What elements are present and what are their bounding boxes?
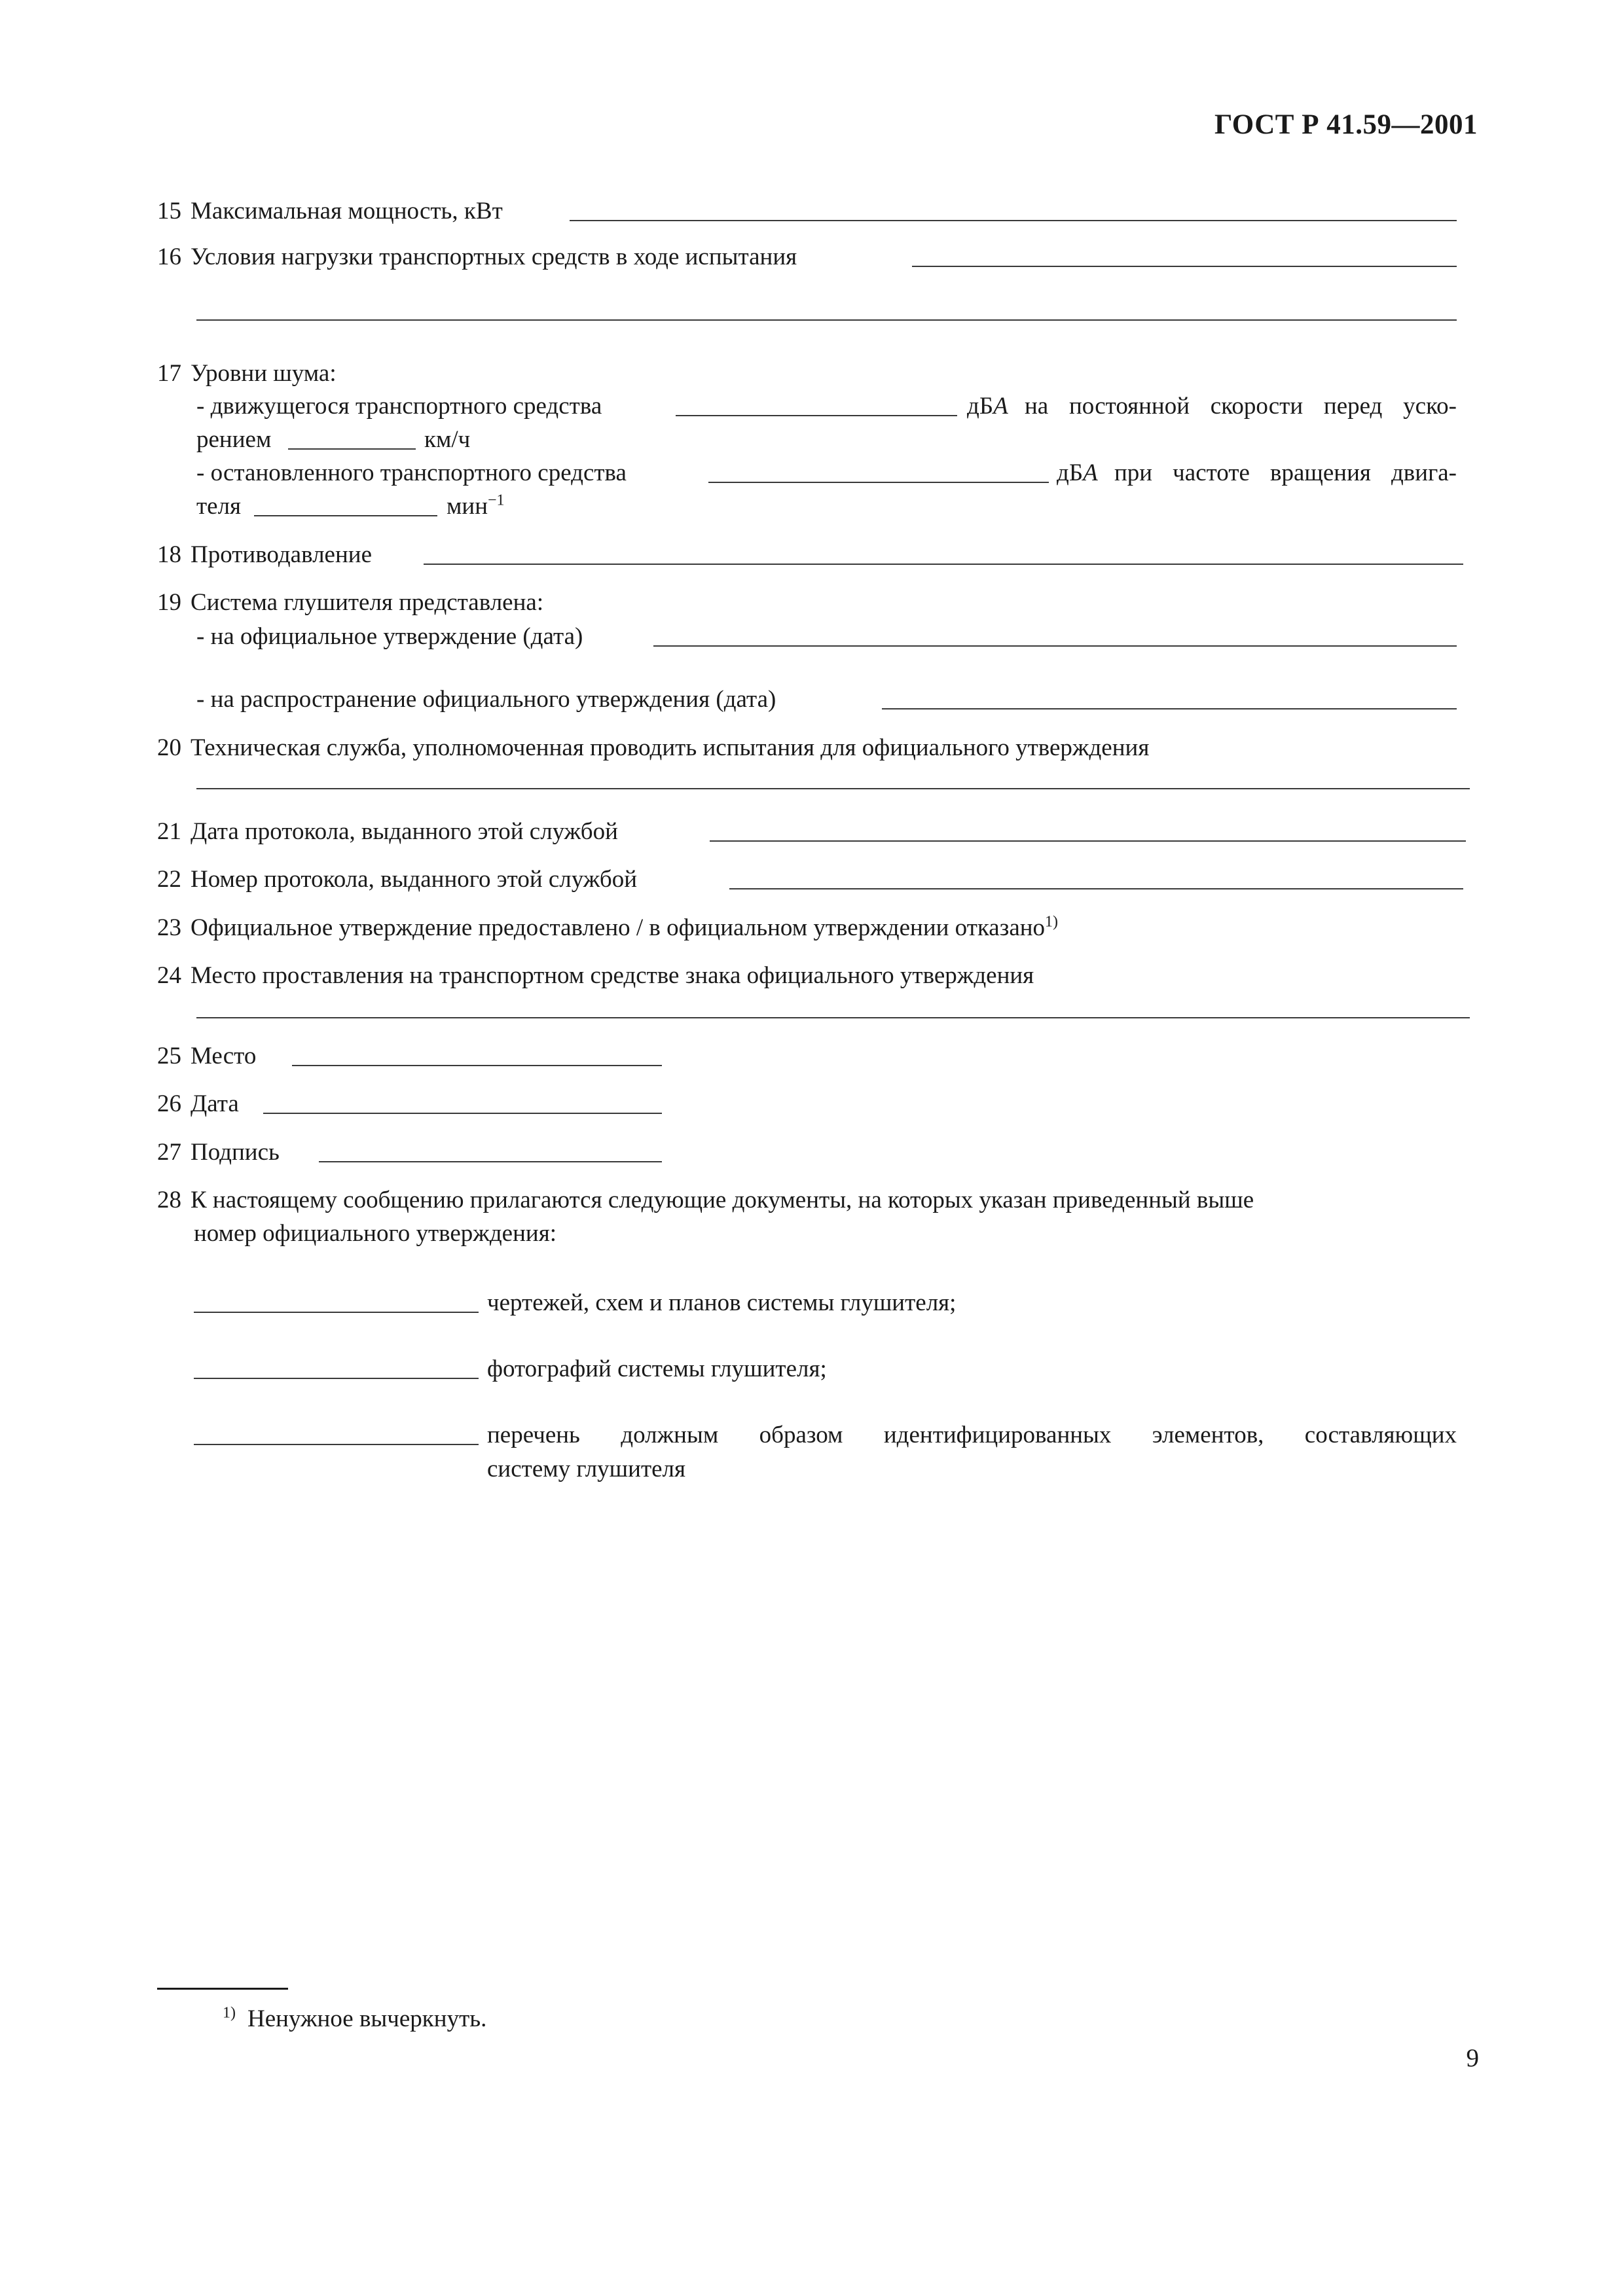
moving-condition-continued: рением [196, 426, 272, 453]
engine-speed-unit: мин$^{-1}$ [447, 492, 505, 520]
item-15 [157, 199, 503, 223]
item-label: Официальное утверждение предоставлено / в официальном утверждении отказано [191, 914, 1046, 941]
signature-field[interactable] [319, 1161, 662, 1162]
item-23 [157, 913, 1059, 941]
item-number: 24 [157, 962, 181, 989]
attachment-drawings: чертежей, схем и планов системы глушителя; [487, 1289, 957, 1316]
approval-date-label: - на официальное утверждение (дата) [196, 623, 583, 650]
load-conditions-field-continued[interactable] [196, 319, 1457, 321]
item-number: 15 [157, 198, 181, 224]
item-number: 27 [157, 1139, 181, 1166]
stopped-vehicle-label: - остановленного транспортного средства [196, 459, 627, 486]
footnote-text: Ненужное вычеркнуть. [247, 2005, 487, 2032]
item-number: 17 [157, 360, 181, 387]
item-label: Номер протокола, выданного этой службой [191, 866, 637, 893]
item-26 [157, 1092, 239, 1116]
date-field[interactable] [263, 1113, 662, 1114]
item-label: Система глушителя представлена: [191, 589, 544, 616]
item-number: 21 [157, 818, 181, 845]
item-label: Место проставления на транспортном средстве знака официального утверждения [191, 962, 1034, 989]
document-code: ГОСТ Р 41.59—2001 [1214, 109, 1478, 140]
item-label: Уровни шума: [191, 360, 337, 387]
max-power-field[interactable] [570, 220, 1457, 221]
item-number: 19 [157, 589, 181, 616]
item-17 [157, 361, 337, 386]
item-label: Противодавление [191, 541, 372, 568]
report-number-field[interactable] [729, 888, 1463, 889]
item-number: 18 [157, 541, 181, 568]
item-label: Подпись [191, 1139, 280, 1166]
item-label: К настоящему сообщению прилагаются следующие документы, на которых указан приведенный выше [191, 1187, 1254, 1213]
item-21 [157, 819, 618, 844]
item-27 [157, 1140, 280, 1164]
item-16 [157, 245, 797, 269]
item-22 [157, 867, 637, 891]
item-label: Место [191, 1043, 257, 1069]
item-24 [157, 963, 1034, 988]
technical-service-field[interactable] [196, 788, 1470, 789]
item-label: Условия нагрузки транспортных средств в ходе испытания [191, 243, 797, 270]
stopped-noise-unit: дБА [1057, 459, 1098, 486]
item-number: 23 [157, 914, 181, 941]
item-label: Техническая служба, уполномоченная проводить испытания для официального утверждения [191, 734, 1150, 761]
item-20 [157, 736, 1149, 760]
page-number: 9 [1466, 2044, 1479, 2072]
components-list-count-field[interactable] [194, 1444, 479, 1445]
item-number: 20 [157, 734, 181, 761]
photos-count-field[interactable] [194, 1378, 479, 1379]
item-28-continued: номер официального утверждения: [194, 1220, 557, 1247]
item-19 [157, 590, 543, 615]
report-date-field[interactable] [710, 840, 1466, 842]
item-number: 22 [157, 866, 181, 893]
extension-date-field[interactable] [882, 708, 1457, 709]
stopped-condition-text: при частоте вращения двига- [1114, 459, 1457, 486]
moving-noise-field[interactable] [676, 415, 957, 416]
footnote-mark: 1) [223, 2004, 236, 2022]
item-number: 16 [157, 243, 181, 270]
item-number: 25 [157, 1043, 181, 1069]
item-25 [157, 1044, 256, 1068]
item-label: Дата протокола, выданного этой службой [191, 818, 618, 845]
approval-date-field[interactable] [653, 645, 1457, 647]
attachment-photos: фотографий системы глушителя; [487, 1355, 827, 1382]
item-28 [157, 1188, 1254, 1212]
approval-mark-location-field[interactable] [196, 1017, 1470, 1018]
footnote [223, 2004, 487, 2032]
place-field[interactable] [292, 1065, 662, 1066]
attachment-components-list-continued: систему глушителя [487, 1456, 686, 1482]
attachment-components-list: перечень должным образом идентифицированных элементов, составляющих [487, 1422, 1457, 1448]
footnote-separator [157, 1988, 288, 1990]
moving-noise-unit: дБА [967, 393, 1008, 420]
item-label: Дата [191, 1090, 239, 1117]
item-label: Максимальная мощность, кВт [191, 198, 503, 224]
speed-field[interactable] [288, 448, 416, 450]
moving-vehicle-label: - движущегося транспортного средства [196, 393, 602, 420]
back-pressure-field[interactable] [424, 564, 1463, 565]
engine-speed-field[interactable] [254, 515, 437, 516]
drawings-count-field[interactable] [194, 1312, 479, 1313]
speed-unit: км/ч [424, 426, 471, 453]
stopped-noise-field[interactable] [708, 482, 1049, 483]
extension-date-label: - на распространение официального утверждения (дата) [196, 686, 776, 713]
item-18 [157, 543, 372, 567]
moving-condition-text: на постоянной скорости перед уско- [1025, 393, 1457, 420]
item-number: 28 [157, 1187, 181, 1213]
footnote-reference: 1) [1045, 913, 1059, 931]
load-conditions-field[interactable] [912, 266, 1457, 267]
item-number: 26 [157, 1090, 181, 1117]
stopped-condition-continued: теля [196, 493, 242, 520]
